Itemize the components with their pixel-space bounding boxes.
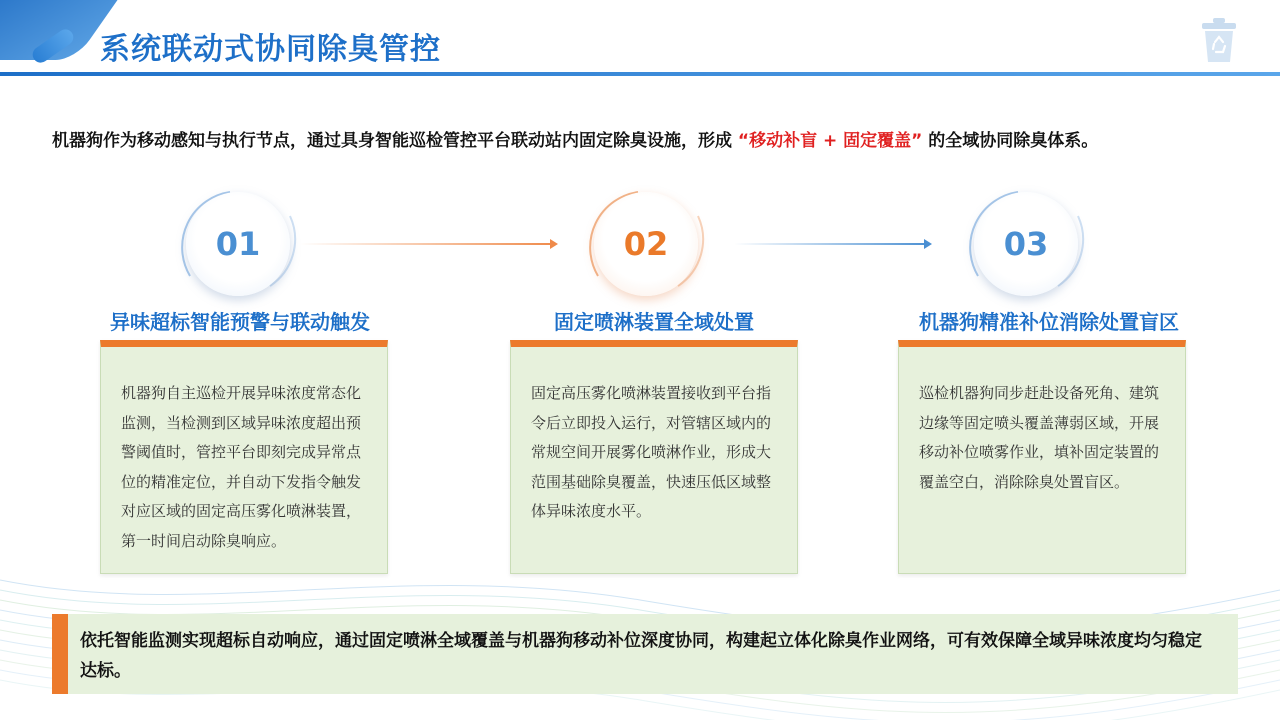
step-2-title: 固定喷淋装置全域处置 [554, 310, 754, 334]
intro-text [52, 126, 1252, 151]
intro-prefix: 机器狗作为移动感知与执行节点，通过具身智能巡检管控平台联动站内固定除臭设施，形成 [52, 131, 732, 151]
header-divider [0, 72, 1280, 76]
summary-text: 依托智能监测实现超标自动响应，通过固定喷淋全域覆盖与机器狗移动补位深度协同，构建起立体化除臭作业网络，可有效保障全域异味浓度均匀稳定达标。 [80, 631, 1202, 681]
arrow-1-to-2 [300, 243, 556, 245]
step-1-number: 01 [186, 192, 290, 296]
step-2-card: 固定高压雾化喷淋装置接收到平台指令后立即投入运行，对管辖区域内的常规空间开展雾化喷淋作业，形成大范围基础除臭覆盖，快速压低区域整体异味浓度水平。 [510, 340, 798, 574]
step-1-title: 异味超标智能预警与联动触发 [110, 310, 370, 334]
arrow-2-to-3 [734, 243, 930, 245]
intro-highlight: “移动补盲 + 固定覆盖” [737, 131, 923, 151]
step-1-card: 机器狗自主巡检开展异味浓度常态化监测，当检测到区域异味浓度超出预警阈值时，管控平台即刻完成异常点位的精准定位，并自动下发指令触发对应区域的固定高压雾化喷淋装置，第一时间启动除臭响应。 [100, 340, 388, 574]
step-2-number: 02 [594, 192, 698, 296]
summary-box [52, 614, 1238, 694]
recycle-bin-icon [1200, 16, 1238, 64]
step-3-number: 03 [974, 192, 1078, 296]
page-title: 系统联动式协同除臭管控 [100, 32, 441, 67]
step-3-title: 机器狗精准补位消除处置盲区 [919, 310, 1179, 334]
intro-suffix: 的全域协同除臭体系。 [928, 131, 1099, 151]
step-3-card: 巡检机器狗同步赶赴设备死角、建筑边缘等固定喷头覆盖薄弱区域，开展移动补位喷雾作业，填补固定装置的覆盖空白，消除除臭处置盲区。 [898, 340, 1186, 574]
